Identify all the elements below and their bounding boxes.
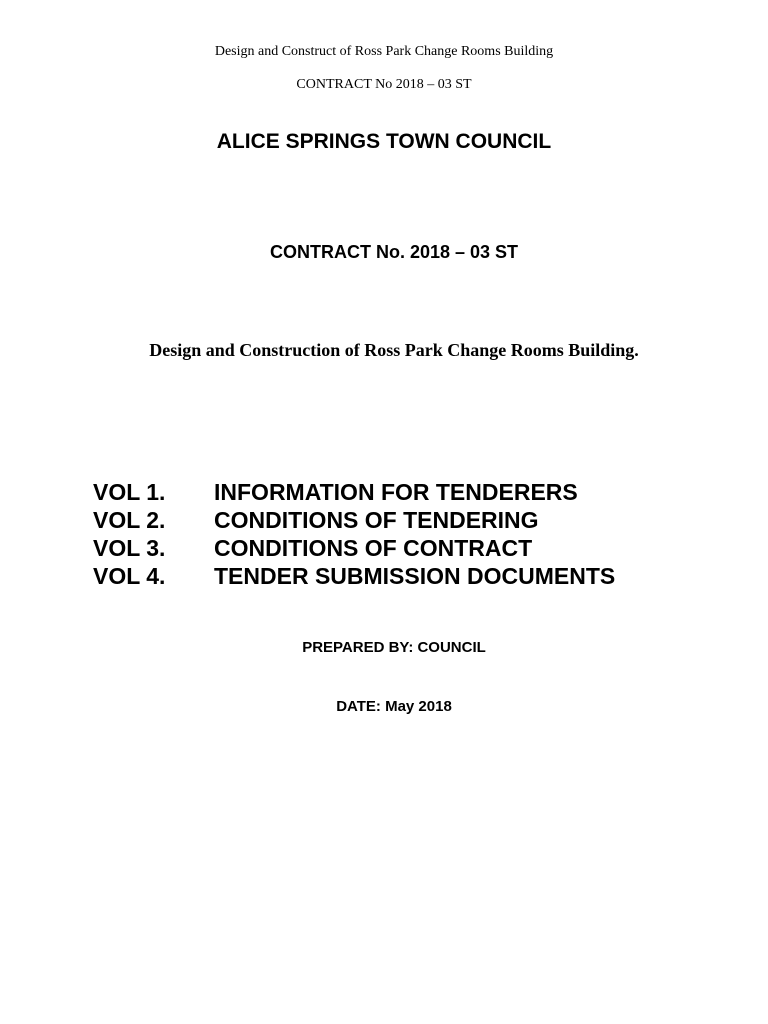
volume-list <box>93 478 615 590</box>
volume-item <box>93 562 615 590</box>
project-title: Design and Construction of Ross Park Change Rooms Building. <box>149 340 639 360</box>
volume-number: VOL 1. <box>93 479 166 505</box>
volume-title: CONDITIONS OF TENDERING <box>214 507 539 533</box>
volume-title: CONDITIONS OF CONTRACT <box>214 535 533 561</box>
volume-item <box>93 478 615 506</box>
volume-title: INFORMATION FOR TENDERERS <box>214 479 578 505</box>
volume-item <box>93 534 615 562</box>
contract-number: CONTRACT No. 2018 – 03 ST <box>269 242 519 262</box>
running-header-contract: CONTRACT No 2018 – 03 ST <box>296 77 472 92</box>
date-line <box>0 698 768 716</box>
date-value: May 2018 <box>385 698 452 715</box>
volume-number: VOL 4. <box>93 563 166 589</box>
running-header-title: Design and Construct of Ross Park Change Rooms Building <box>214 44 554 59</box>
prepared-by: PREPARED BY: COUNCIL <box>302 639 486 656</box>
volume-title: TENDER SUBMISSION DOCUMENTS <box>214 563 616 589</box>
council-title: ALICE SPRINGS TOWN COUNCIL <box>216 130 552 153</box>
volume-number: VOL 3. <box>93 535 166 561</box>
volume-item <box>93 506 615 534</box>
date-label: DATE: <box>336 698 381 715</box>
volume-number: VOL 2. <box>93 507 166 533</box>
